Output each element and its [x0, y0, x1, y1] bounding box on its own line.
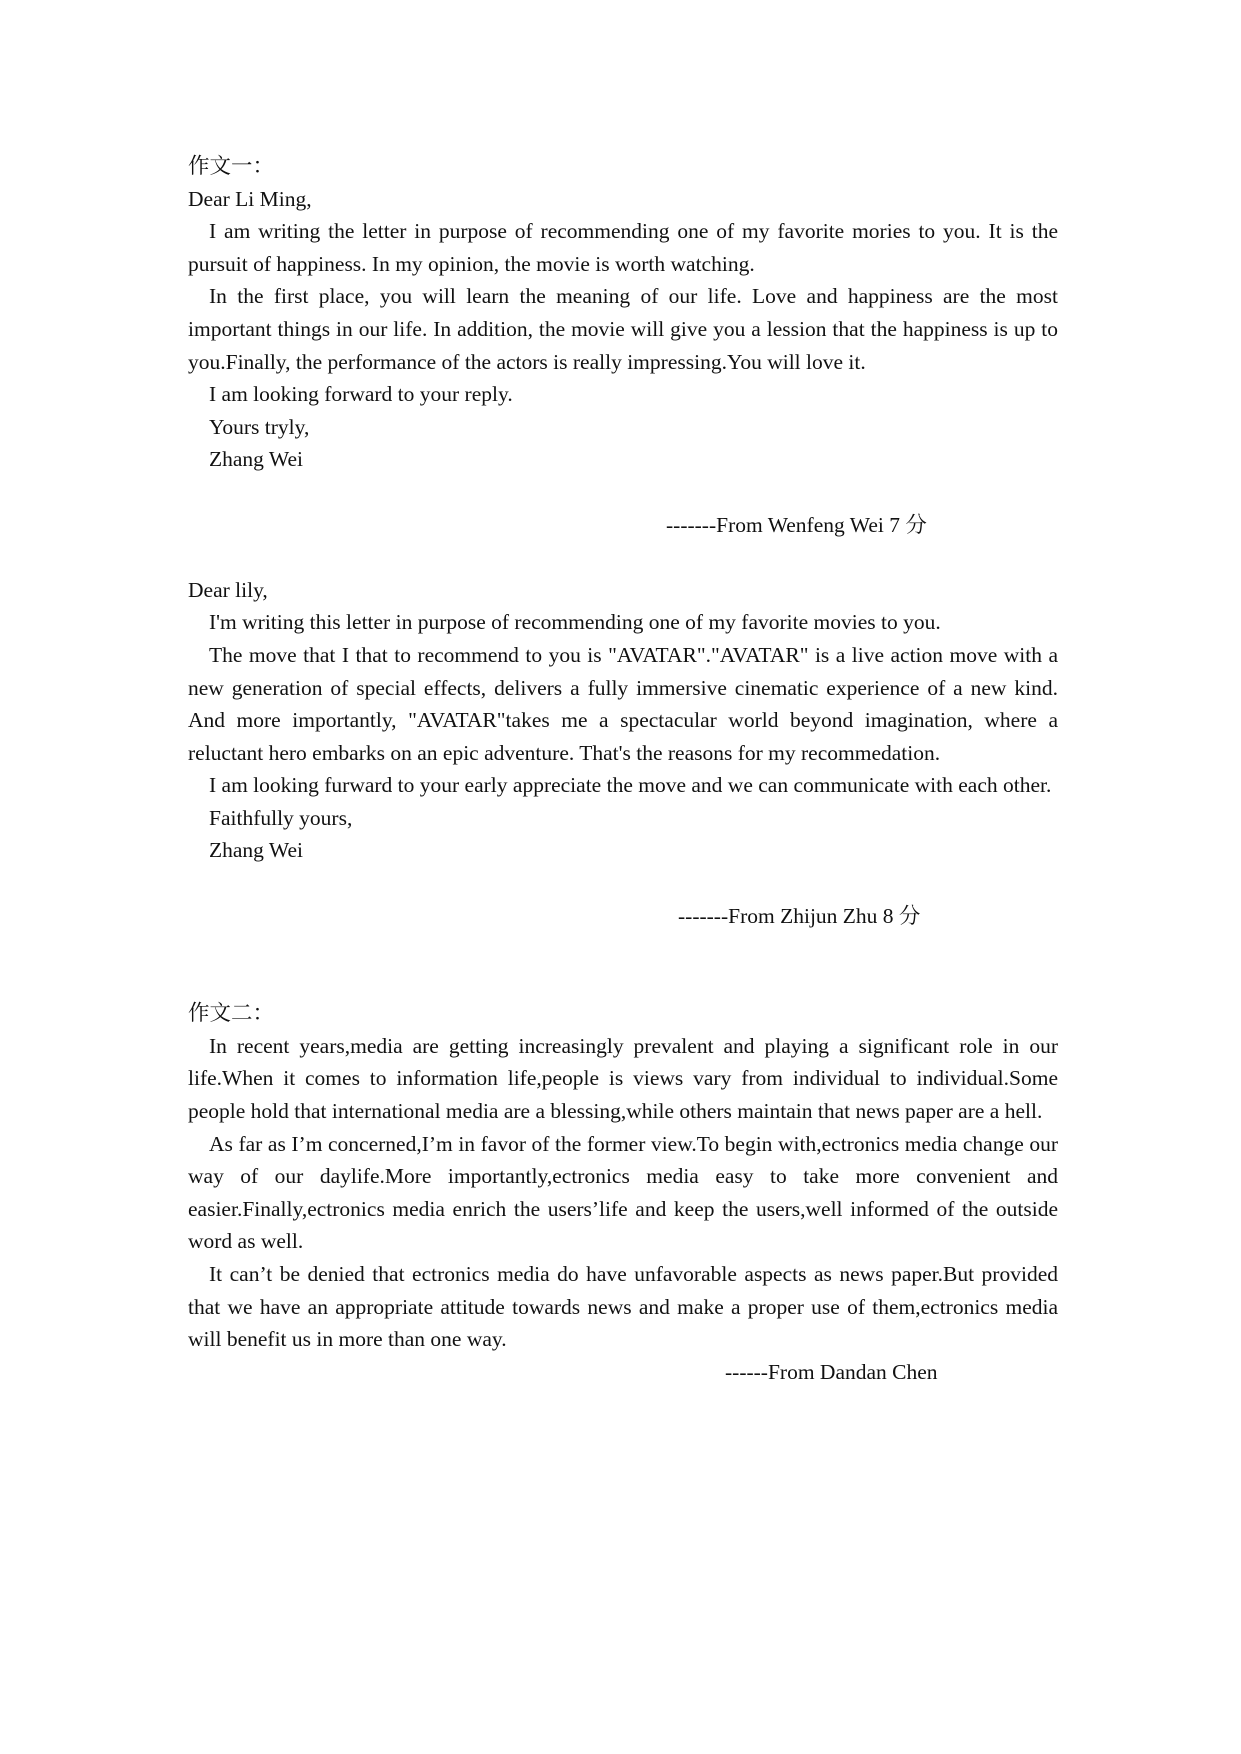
letter-two-salutation: Dear lily, [188, 577, 268, 602]
essay-two-paragraph: In recent years,media are getting increasingly prevalent and playing a significant role in our life.When it comes to information life,people is views vary from individual to individual.Some people hold that international media are a blessing,while others maintain that news paper are a hell. [188, 1033, 1058, 1124]
letter-two-attribution: -------From Zhijun Zhu 8 分 [678, 903, 921, 928]
letter-two-signature: Zhang Wei [209, 838, 303, 863]
letter-two-paragraph: I am looking furward to your early appreciate the move and we can communicate with each other. [209, 773, 1052, 798]
essay-two-attribution: ------From Dandan Chen [725, 1359, 938, 1384]
letter-one-paragraph: I am looking forward to your reply. [209, 382, 513, 407]
essay-two-heading: 作文二： [188, 1001, 275, 1026]
letter-one-attribution: -------From Wenfeng Wei 7 分 [666, 512, 927, 537]
letter-one-signature: Zhang Wei [209, 447, 303, 472]
document-page [188, 150, 1058, 1388]
letter-one-salutation: Dear Li Ming, [188, 186, 312, 211]
letter-one-paragraph: I am writing the letter in purpose of recommending one of my favorite mories to you. It is the pursuit of happiness. In my opinion, the movie is worth watching. [188, 219, 1058, 276]
letter-one-closing: Yours tryly, [209, 414, 310, 439]
letter-two-closing: Faithfully yours, [209, 805, 353, 830]
essay-two-paragraph: As far as I’m concerned,I’m in favor of the former view.To begin with,ectronics media change our way of our daylife.More importantly,ectronics media easy to take more convenient and easier.Finally,ectronics media enrich the users’life and keep the users,well informed of the outside word as well. [188, 1131, 1058, 1254]
essay-two-paragraph: It can’t be denied that ectronics media do have unfavorable aspects as news paper.But provided that we have an appropriate attitude towards news and make a proper use of them,ectronics media will benefit us in more than one way. [188, 1262, 1058, 1352]
letter-one [188, 183, 1058, 542]
letter-two [188, 574, 1058, 933]
letter-two-paragraph: The move that I that to recommend to you is "AVATAR"."AVATAR" is a live action move with a new generation of special effects, delivers a fully immersive cinematic experience of a new kind. And more importantly, "AVATAR"takes me a spectacular world beyond imagination, where a reluctant hero embarks on an epic adventure. That's the reasons for my recommedation. [188, 642, 1058, 765]
essay-one-heading: 作文一： [188, 154, 275, 178]
essay-two [188, 997, 1058, 1388]
letter-one-paragraph: In the first place, you will learn the meaning of our life. Love and happiness are the most important things in our life. In addition, the movie will give you a lession that the happiness is up to you.Finally, the performance of the actors is really impressing.You will love it. [188, 284, 1058, 374]
letter-two-paragraph: I'm writing this letter in purpose of recommending one of my favorite movies to you. [209, 610, 941, 635]
